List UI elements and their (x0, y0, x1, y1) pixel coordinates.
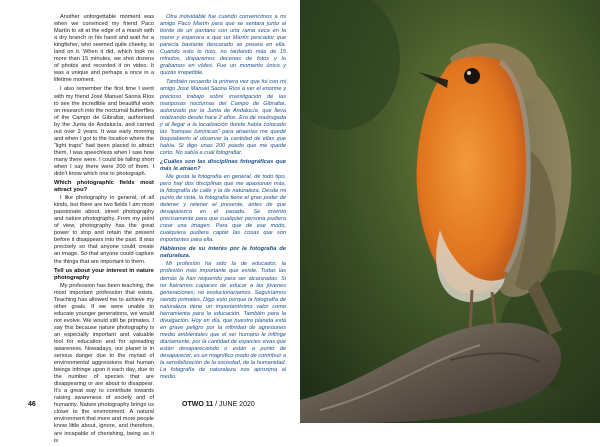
es-heading-nature: Háblenos de su interés por la fotografía de naturaleza. (160, 246, 286, 260)
page-number: 46 (28, 401, 36, 408)
en-paragraph: I like photography in general, of all kinds, but there are two fields I am most passionate about, street photography and nature photography. From my point of view, photography has the great power to stop and retain the present before it disappears into the past. It was precisely so that anyone could create an image. So that anyone could capture the things that are important to them. (54, 195, 154, 265)
robin-eye (464, 68, 480, 84)
en-paragraph: My profession has been teaching, the most important profession that exists. Teaching has allowed me to achieve my other goals. If we were unable to educate younger generations, we would not evolve. We would still be primates. I say this because nature photography is an especially important and valuable tool for education and for spreading awareness. Nowadays, our planet is in serious danger due to the myriad of environmental aggressions that human beings infringe upon it each day, due to the number of species that are disappearing or are about to disappear. It's a great way to contribute towards raising awareness of society and of humanity. Nature photography brings us closer to the environment. A natural environment that more and more people know little about, ignore, and therefore, are incapable of cherishing, being as it is (54, 282, 154, 444)
es-paragraph: Me gusta la fotografía en general, de todo tipo, pero hay dos disciplinas que me apasionan más, la fotografía de calle y la de naturaleza. Desde mi punto de vista, la fotografía tiene el gran poder de detener y retener el presente, antes de que desaparezca en el pasado. Se inventó precisamente para que cualquier persona pudiera crear una imagen. Para que de ese modo, cualquiera pudiera captar las cosas que son importantes para ella. (160, 173, 286, 244)
es-paragraph: Otra inolvidable fue cuando convencimos a mi amigo Paco Martín para que se sentara junto al borde de un pantano con una rama seca en la mano y esperara a que un Martín pescador que parecía bastante descarado se posara en ella. Cuando esto lo hizo, no tardando más de 15 minutos, disparamos decenas de fotos y lo grabamos en vídeo. Fue un momento único y quizás irrepetible. (160, 14, 286, 77)
en-heading-nature: Tell us about your interest in nature photography (54, 267, 154, 281)
magazine-name: OTWO 11 (182, 401, 214, 408)
issue-date: / JUNE 2020 (213, 401, 255, 408)
es-heading-fields: ¿Cuáles son las disciplinas fotográficas que más le atraen? (160, 158, 286, 172)
english-column (54, 14, 154, 447)
en-heading-fields: Which photographic fields most attract you? (54, 180, 154, 194)
robin-photo (300, 0, 600, 423)
left-page (0, 0, 300, 444)
robin-illustration (300, 0, 600, 423)
es-paragraph: Mi profesión ha sido la de educador, la profesión más importante que existe. Todas las demás la han requerido para ser alcanzadas. Si no fuéramos capaces de educar a las jóvenes generaciones, no evolucionaríamos. Seguiríamos siendo primates. Digo esto porque la fotografía de naturaleza tiene un importantísimo valor como herramienta para la educación. También para la divulgación. Hoy en día, que nuestro planeta está en grave peligro por la infinidad de agresiones medio ambientales que el ser humano le inflinge diariamente, por la cantidad de especies vivas que están desapareciendo o están a punto de desaparecer, es un magnífico modo de contribuir a la sensibilización de la sociedad, de la humanidad. La fotografía de naturaleza nos aproxima al medio. (160, 261, 286, 381)
en-paragraph: Another unforgettable moment was when we convinced my friend Paco Martín to sit at the edge of a marsh with a dry branch in his hand and wait for a kingfisher, who seemed quite cheeky, to land on it. When it did, which took no more than 15 minutes, we shot dozens of photos and recorded it on video. It was a unique and perhaps a once in a lifetime moment. (54, 14, 154, 84)
es-paragraph: También recuerdo la primera vez que fui con mi amigo José Manuel Saona Ríos a ver el enorme y precioso trabajo sobre investigación de las mariposas nocturnas del Campo de Gibraltar, autorizado por la Junta de Andalucía, que lleva realizando desde hace 2 años. Era de madrugada y al llegar a la localización donde había colocado las “trampas lumínicas” para atraerlas me quedé boquiabierto al observar la cantidad de ellas que había. Si digo unas 200 puedo que me quede corto. No sabía a cuál fotografiar. (160, 79, 286, 156)
spanish-column (160, 14, 286, 383)
magazine-footer (182, 401, 255, 408)
en-paragraph: I also remember the first time I went with my friend José Manuel Saona Ríos to see the incredible and beautiful work on research into the nocturnal butterflies of the Campo de Gibraltar, authorised by the Junta de Andalucía, and carried out over 2 years. It was early morning and when I got to the location where the “light traps” had been placed to attract them, I was speechless when I saw how many there were. I could be falling short when I say there were 200 of them. I didn't know which one to photograph. (54, 86, 154, 178)
